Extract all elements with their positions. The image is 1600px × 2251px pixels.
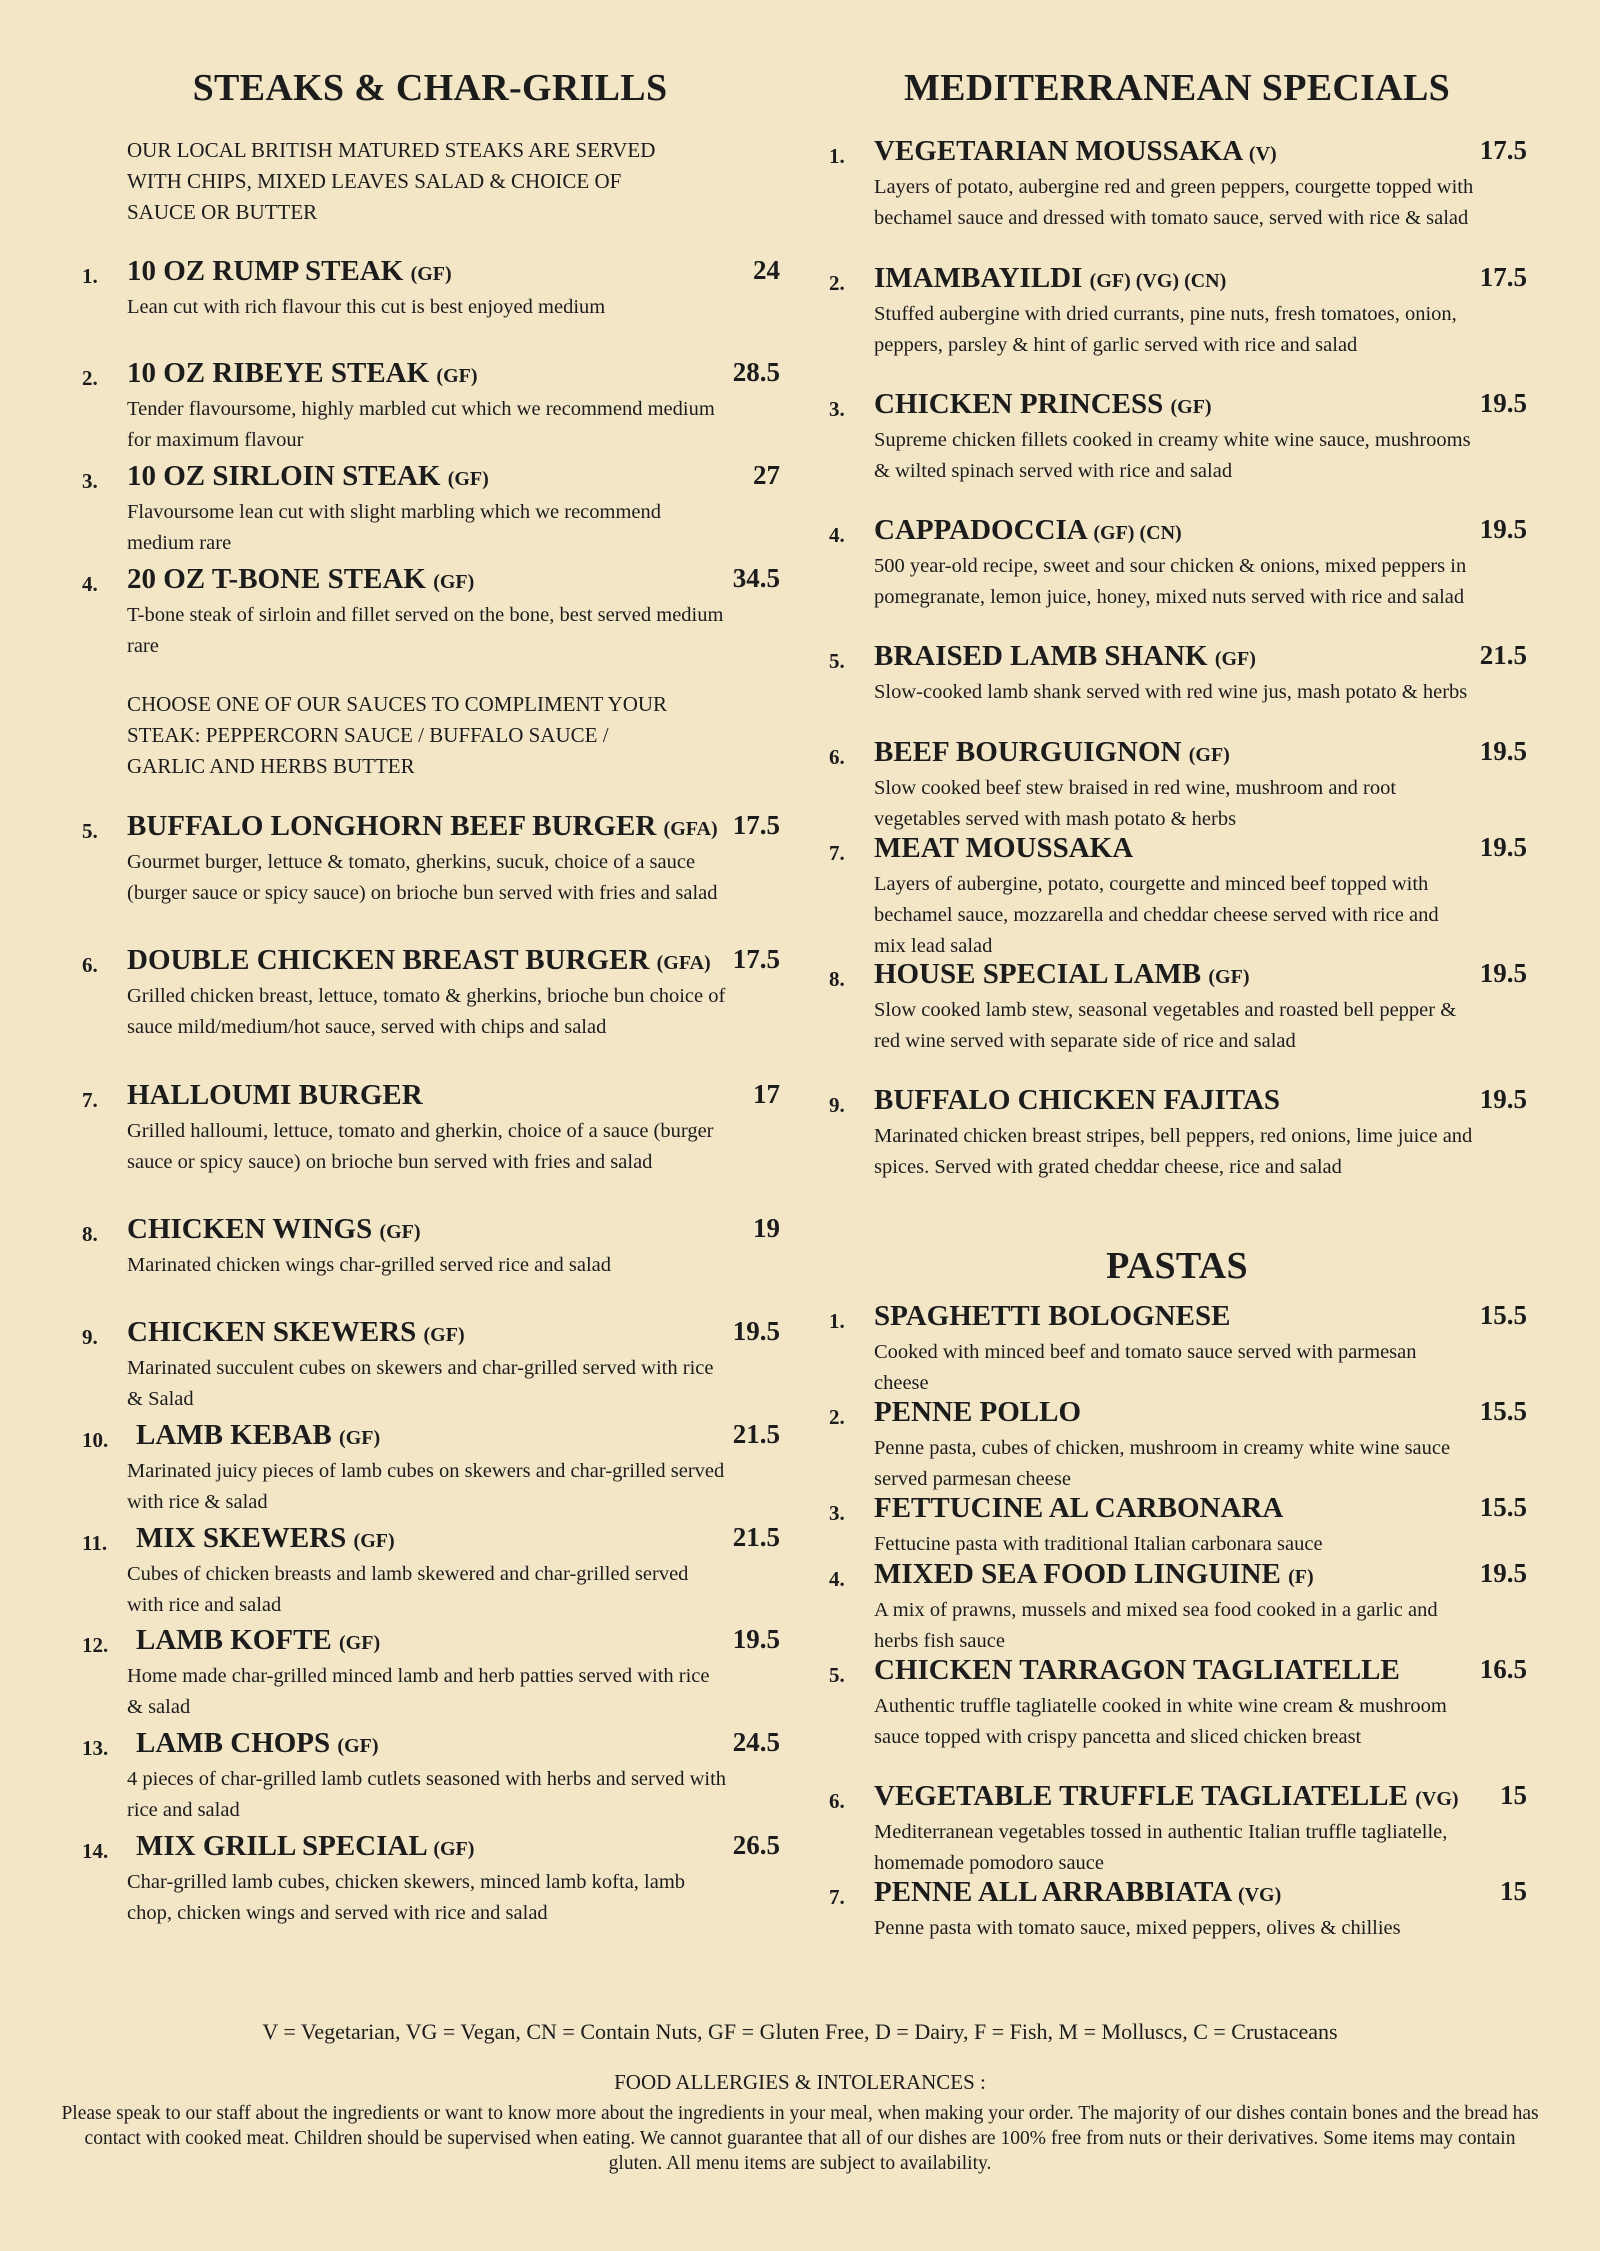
item-description: 500 year-old recipe, sweet and sour chicken & onions, mixed peppers in pomegranate, lemon juice, honey, mixed nuts served with rice and salad bbox=[874, 555, 1467, 608]
dietary-tag: (GF) bbox=[410, 263, 452, 285]
item-description: Gourmet burger, lettuce & tomato, gherkins, sucuk, choice of a sauce (burger sauce or spicy sauce) on brioche bun served with fries and salad bbox=[127, 851, 718, 904]
item-number: 6. bbox=[829, 745, 845, 769]
mediterranean-title: MEDITERRANEAN SPECIALS bbox=[903, 67, 1451, 109]
item-name: CHICKEN PRINCESS (GF) bbox=[874, 388, 1212, 420]
allergy-notice: Please speak to our staff about the ingredients or want to know more about the ingredients in your meal, when making your order. The majority of our dishes contain bones and the bread has contact with cooked meat. Children should be supervised when eating. We cannot guarantee that all of our dishes are 100% free from nuts or their derivatives. Some items may contain gluten. All menu items are subject to availability. bbox=[61, 2103, 1539, 2174]
item-name: 20 OZ T-BONE STEAK (GF) bbox=[127, 563, 475, 595]
dietary-tag: (GF) bbox=[1214, 648, 1256, 670]
item-number: 5. bbox=[829, 649, 845, 673]
item-number: 14. bbox=[82, 1839, 109, 1863]
item-description: Layers of potato, aubergine red and green peppers, courgette topped with bechamel sauce and dressed with tomato sauce, served with rice & salad bbox=[874, 176, 1474, 229]
item-name: CAPPADOCCIA (GF) (CN) bbox=[874, 514, 1182, 546]
item-number: 1. bbox=[829, 144, 845, 168]
item-number: 6. bbox=[82, 953, 98, 977]
item-number: 9. bbox=[829, 1093, 845, 1117]
item-name: PENNE POLLO bbox=[874, 1396, 1082, 1428]
item-price: 19.5 bbox=[1479, 1558, 1527, 1588]
item-price: 15 bbox=[1500, 1876, 1527, 1906]
item-number: 4. bbox=[829, 523, 845, 547]
item-description: Grilled chicken breast, lettuce, tomato & gherkins, brioche bun choice of sauce mild/medium/hot sauce, served with chips and salad bbox=[127, 985, 726, 1038]
item-name: DOUBLE CHICKEN BREAST BURGER (GFA) bbox=[127, 944, 711, 976]
item-number: 8. bbox=[82, 1222, 98, 1246]
item-name: HOUSE SPECIAL LAMB (GF) bbox=[874, 958, 1250, 990]
item-price: 19.5 bbox=[1479, 958, 1527, 988]
item-name: LAMB CHOPS (GF) bbox=[136, 1727, 379, 1759]
item-number: 2. bbox=[82, 366, 98, 390]
dietary-tag: (GF) bbox=[337, 1735, 379, 1757]
item-price: 27 bbox=[753, 460, 780, 490]
dietary-tag: (F) bbox=[1288, 1566, 1314, 1588]
dietary-tag: (GF) bbox=[1208, 966, 1250, 988]
item-price: 15.5 bbox=[1479, 1396, 1527, 1426]
item-name: CHICKEN TARRAGON TAGLIATELLE bbox=[874, 1654, 1400, 1686]
item-price: 19.5 bbox=[732, 1316, 780, 1346]
item-name: BUFFALO CHICKEN FAJITAS bbox=[874, 1084, 1281, 1116]
item-number: 7. bbox=[82, 1088, 98, 1112]
dietary-tag: (GF) bbox=[433, 1838, 475, 1860]
item-number: 7. bbox=[829, 841, 845, 865]
item-price: 15.5 bbox=[1479, 1492, 1527, 1522]
item-name: MIX SKEWERS (GF) bbox=[136, 1522, 395, 1554]
item-number: 4. bbox=[82, 572, 98, 596]
dietary-tag: (GF) bbox=[423, 1324, 465, 1346]
item-name: PENNE ALL ARRABBIATA (VG) bbox=[874, 1876, 1282, 1908]
item-number: 5. bbox=[82, 819, 98, 843]
item-price: 19.5 bbox=[732, 1624, 780, 1654]
dietary-tag: (GF) bbox=[447, 468, 489, 490]
item-description: Marinated chicken wings char-grilled served rice and salad bbox=[127, 1254, 611, 1276]
item-number: 11. bbox=[82, 1531, 108, 1555]
item-price: 19.5 bbox=[1479, 832, 1527, 862]
item-number: 3. bbox=[82, 469, 98, 493]
item-number: 3. bbox=[829, 1501, 845, 1525]
dietary-legend: V = Vegetarian, VG = Vegan, CN = Contain Nuts, GF = Gluten Free, D = Dairy, F = Fish, M = Molluscs, C = Crustaceans bbox=[262, 2019, 1338, 2044]
item-description: Stuffed aubergine with dried currants, pine nuts, fresh tomatoes, onion, peppers, parsley & hint of garlic served with rice and salad bbox=[874, 303, 1457, 356]
item-price: 17.5 bbox=[732, 944, 780, 974]
item-price: 21.5 bbox=[732, 1522, 780, 1552]
item-number: 2. bbox=[829, 1405, 845, 1429]
item-name: FETTUCINE AL CARBONARA bbox=[874, 1492, 1284, 1524]
steaks-title: STEAKS & CHAR-GRILLS bbox=[192, 67, 668, 109]
item-price: 19.5 bbox=[1479, 1084, 1527, 1114]
item-description: Penne pasta with tomato sauce, mixed peppers, olives & chillies bbox=[874, 1917, 1401, 1939]
dietary-tag: (GF) bbox=[353, 1530, 395, 1552]
item-name: BUFFALO LONGHORN BEEF BURGER (GFA) bbox=[127, 810, 718, 842]
item-price: 19 bbox=[753, 1213, 780, 1243]
item-price: 17.5 bbox=[1479, 135, 1527, 165]
item-description: Layers of aubergine, potato, courgette and minced beef topped with bechamel sauce, mozzarella and cheddar cheese served with rice and mix lead salad bbox=[874, 873, 1439, 957]
allergy-heading: FOOD ALLERGIES & INTOLERANCES : bbox=[614, 2070, 986, 2094]
item-name: HALLOUMI BURGER bbox=[127, 1079, 423, 1111]
item-price: 19.5 bbox=[1479, 388, 1527, 418]
steaks-intro: OUR LOCAL BRITISH MATURED STEAKS ARE SERVED WITH CHIPS, MIXED LEAVES SALAD & CHOICE OF SAUCE OR BUTTER bbox=[127, 138, 656, 224]
dietary-tag: (V) bbox=[1248, 143, 1277, 165]
dietary-tag: (GF) bbox=[1188, 744, 1230, 766]
item-price: 21.5 bbox=[732, 1419, 780, 1449]
item-description: Cubes of chicken breasts and lamb skewered and char-grilled served with rice and salad bbox=[127, 1563, 689, 1616]
item-price: 15 bbox=[1500, 1780, 1527, 1810]
item-price: 24 bbox=[753, 255, 780, 285]
item-price: 19.5 bbox=[1479, 514, 1527, 544]
dietary-tag: (GF) bbox=[379, 1221, 421, 1243]
item-description: Slow cooked beef stew braised in red wine, mushroom and root vegetables served with mash potato & herbs bbox=[874, 777, 1397, 830]
item-description: T-bone steak of sirloin and fillet served on the bone, best served medium rare bbox=[127, 604, 724, 657]
item-description: Marinated juicy pieces of lamb cubes on skewers and char-grilled served with rice & salad bbox=[127, 1460, 725, 1513]
item-description: Supreme chicken fillets cooked in creamy white wine sauce, mushrooms & wilted spinach served with rice and salad bbox=[874, 429, 1471, 482]
item-price: 16.5 bbox=[1479, 1654, 1527, 1684]
item-price: 34.5 bbox=[732, 563, 780, 593]
item-description: Lean cut with rich flavour this cut is best enjoyed medium bbox=[127, 296, 606, 318]
item-name: 10 OZ RUMP STEAK (GF) bbox=[127, 255, 452, 287]
item-description: A mix of prawns, mussels and mixed sea food cooked in a garlic and herbs fish sauce bbox=[874, 1599, 1438, 1652]
dietary-tag: (GF) (CN) bbox=[1093, 522, 1182, 544]
item-name: VEGETARIAN MOUSSAKA (V) bbox=[874, 135, 1277, 167]
item-number: 1. bbox=[829, 1309, 845, 1333]
item-name: CHICKEN SKEWERS (GF) bbox=[127, 1316, 465, 1348]
dietary-tag: (GF) bbox=[436, 365, 478, 387]
item-number: 6. bbox=[829, 1789, 845, 1813]
item-name: 10 OZ RIBEYE STEAK (GF) bbox=[127, 357, 478, 389]
item-description: Slow-cooked lamb shank served with red wine jus, mash potato & herbs bbox=[874, 681, 1468, 703]
dietary-tag: (VG) bbox=[1415, 1788, 1459, 1810]
item-number: 2. bbox=[829, 271, 845, 295]
item-number: 9. bbox=[82, 1325, 98, 1349]
dietary-tag: (GF) bbox=[339, 1427, 381, 1449]
item-number: 1. bbox=[82, 264, 98, 288]
item-number: 12. bbox=[82, 1633, 109, 1657]
item-number: 13. bbox=[82, 1736, 109, 1760]
item-name: MEAT MOUSSAKA bbox=[874, 832, 1134, 864]
item-name: BEEF BOURGUIGNON (GF) bbox=[874, 736, 1230, 768]
item-description: Slow cooked lamb stew, seasonal vegetables and roasted bell pepper & red wine served with separate side of rice and salad bbox=[874, 999, 1457, 1052]
dietary-tag: (GF) bbox=[433, 571, 475, 593]
item-name: MIXED SEA FOOD LINGUINE (F) bbox=[874, 1558, 1314, 1590]
dietary-tag: (GFA) bbox=[663, 818, 718, 840]
item-price: 28.5 bbox=[732, 357, 780, 387]
item-description: Home made char-grilled minced lamb and herb patties served with rice & salad bbox=[127, 1665, 710, 1718]
item-description: Authentic truffle tagliatelle cooked in white wine cream & mushroom sauce topped with crispy pancetta and sliced chicken breast bbox=[874, 1695, 1447, 1748]
dietary-tag: (VG) bbox=[1237, 1884, 1282, 1906]
item-description: Marinated chicken breast stripes, bell peppers, red onions, lime juice and spices. Served with grated cheddar cheese, rice and salad bbox=[874, 1125, 1473, 1178]
item-number: 4. bbox=[829, 1567, 845, 1591]
item-number: 8. bbox=[829, 967, 845, 991]
item-name: IMAMBAYILDI (GF) (VG) (CN) bbox=[874, 262, 1227, 294]
item-description: Grilled halloumi, lettuce, tomato and gherkin, choice of a sauce (burger sauce or spicy sauce) on brioche bun served with fries and salad bbox=[127, 1120, 714, 1173]
dietary-tag: (GF) bbox=[1170, 396, 1212, 418]
item-price: 24.5 bbox=[732, 1727, 780, 1757]
item-description: Flavoursome lean cut with slight marbling which we recommend medium rare bbox=[127, 501, 662, 554]
item-number: 5. bbox=[829, 1663, 845, 1687]
pastas-title: PASTAS bbox=[1106, 1245, 1248, 1287]
item-price: 15.5 bbox=[1479, 1300, 1527, 1330]
item-number: 3. bbox=[829, 397, 845, 421]
item-number: 10. bbox=[82, 1428, 109, 1452]
item-price: 17.5 bbox=[732, 810, 780, 840]
item-description: Tender flavoursome, highly marbled cut which we recommend medium for maximum flavour bbox=[127, 398, 715, 451]
item-price: 26.5 bbox=[732, 1830, 780, 1860]
item-price: 19.5 bbox=[1479, 736, 1527, 766]
item-name: SPAGHETTI BOLOGNESE bbox=[874, 1300, 1231, 1332]
dietary-tag: (GF) bbox=[339, 1632, 381, 1654]
item-description: Fettucine pasta with traditional Italian carbonara sauce bbox=[874, 1533, 1323, 1555]
item-name: 10 OZ SIRLOIN STEAK (GF) bbox=[127, 460, 489, 492]
item-description: Mediterranean vegetables tossed in authentic Italian truffle tagliatelle, homemade pomodoro sauce bbox=[874, 1821, 1448, 1874]
item-name: LAMB KEBAB (GF) bbox=[136, 1419, 381, 1451]
item-name: VEGETABLE TRUFFLE TAGLIATELLE (VG) bbox=[874, 1780, 1459, 1812]
item-description: Cooked with minced beef and tomato sauce served with parmesan cheese bbox=[874, 1341, 1417, 1394]
item-number: 7. bbox=[829, 1885, 845, 1909]
item-price: 17.5 bbox=[1479, 262, 1527, 292]
item-name: BRAISED LAMB SHANK (GF) bbox=[874, 640, 1256, 672]
item-description: Marinated succulent cubes on skewers and char-grilled served with rice & Salad bbox=[127, 1357, 714, 1410]
dietary-tag: (GF) (VG) (CN) bbox=[1089, 270, 1227, 292]
item-name: MIX GRILL SPECIAL (GF) bbox=[136, 1830, 475, 1862]
item-description: 4 pieces of char-grilled lamb cutlets seasoned with herbs and served with rice and salad bbox=[127, 1768, 727, 1821]
item-price: 17 bbox=[753, 1079, 780, 1109]
item-description: Char-grilled lamb cubes, chicken skewers, minced lamb kofta, lamb chop, chicken wings and served with rice and salad bbox=[127, 1871, 686, 1924]
item-price: 21.5 bbox=[1479, 640, 1527, 670]
item-name: LAMB KOFTE (GF) bbox=[136, 1624, 381, 1656]
item-description: Penne pasta, cubes of chicken, mushroom in creamy white wine sauce served parmesan cheese bbox=[874, 1437, 1451, 1490]
item-name: CHICKEN WINGS (GF) bbox=[127, 1213, 421, 1245]
dietary-tag: (GFA) bbox=[656, 952, 711, 974]
sauce-note: CHOOSE ONE OF OUR SAUCES TO COMPLIMENT YOUR STEAK: PEPPERCORN SAUCE / BUFFALO SAUCE / GARLIC AND HERBS BUTTER bbox=[127, 692, 668, 778]
